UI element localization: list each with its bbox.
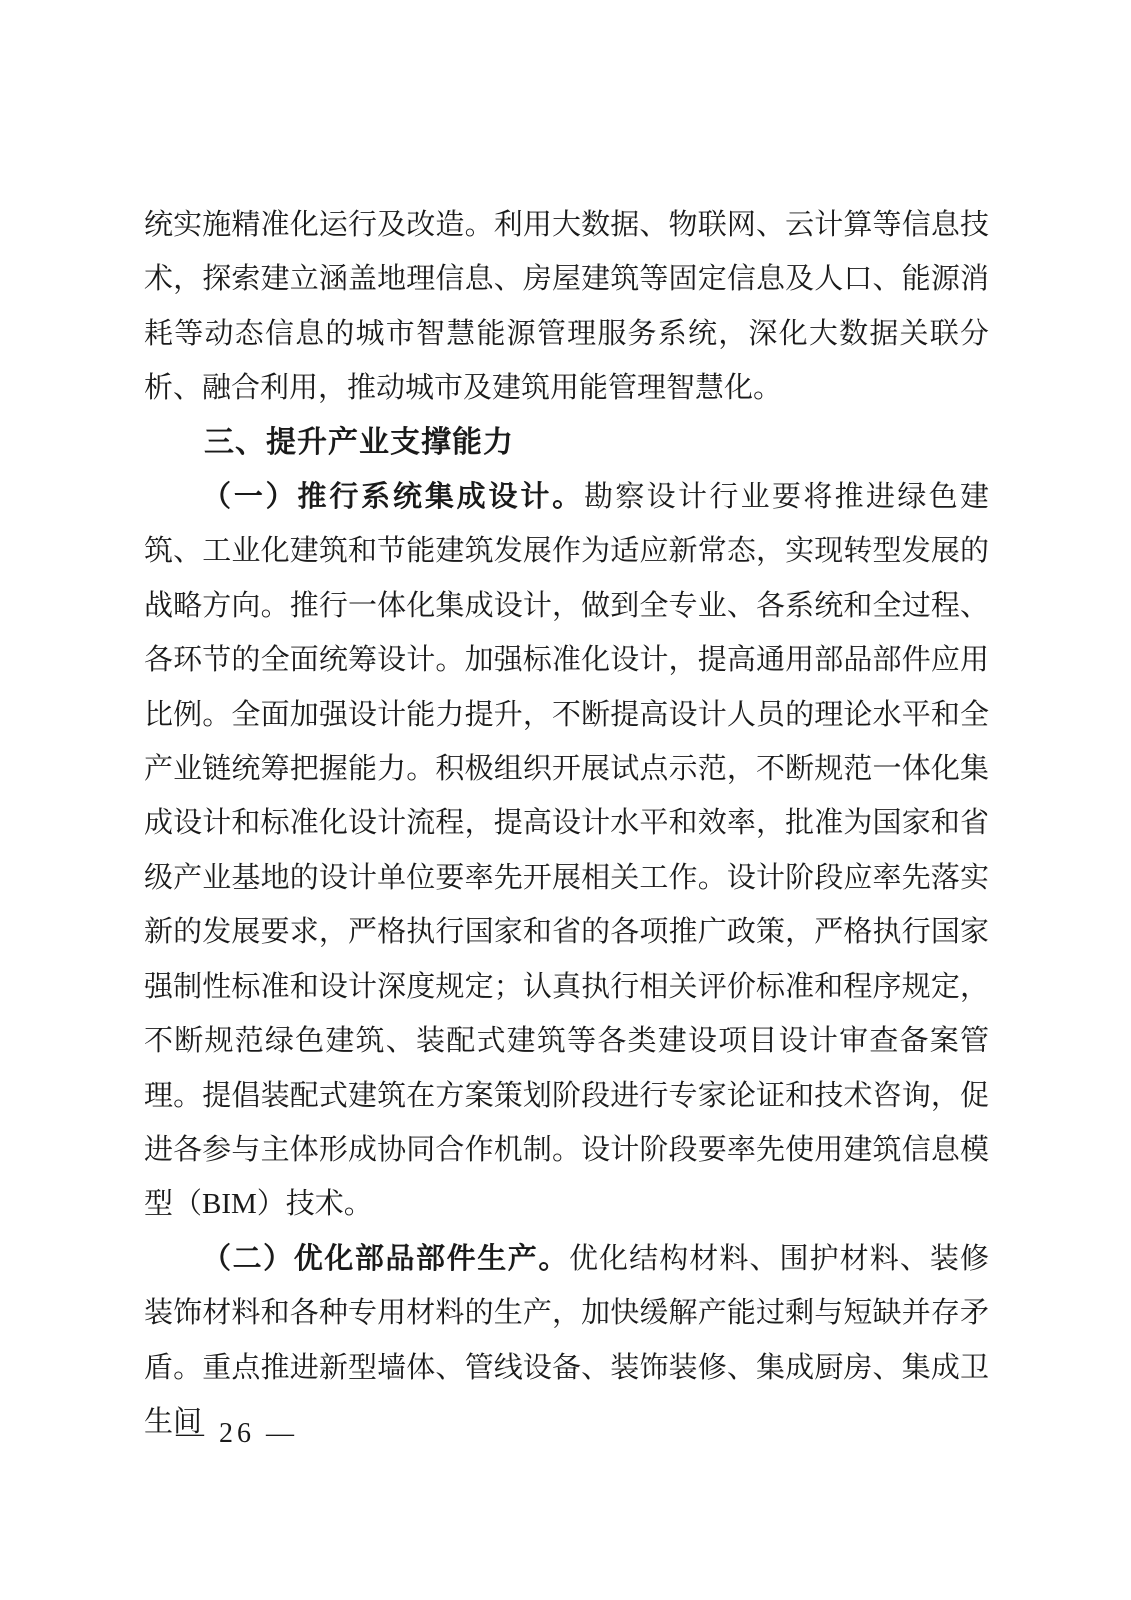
paragraph-one (144, 470, 989, 1232)
paragraph-two-lead: （二）优化部品部件生产。 (202, 1242, 569, 1275)
section-heading: 三、提升产业支撑能力 (204, 425, 514, 459)
paragraph-one-lead: （一）推行系统集成设计。 (202, 481, 584, 514)
paragraph-continuation: 统实施精准化运行及改造。利用大数据、物联网、云计算等信息技术，探索建立涵盖地理信息、房屋建筑等固定信息及人口、能源消耗等动态信息的城市智慧能源管理服务系统，深化大数据关联分析、融合利用，推动城市及建筑用能管理智慧化。 (144, 209, 989, 405)
document-body (144, 198, 989, 1449)
page-number: — 26 — (176, 1418, 298, 1449)
paragraph-two (144, 1232, 989, 1450)
paragraph-one-text: 勘察设计行业要将推进绿色建筑、工业化建筑和节能建筑发展作为适应新常态，实现转型发展的战略方向。推行一体化集成设计，做到全专业、各系统和全过程、各环节的全面统筹设计。加强标准化设计，提高通用部品部件应用比例。全面加强设计能力提升，不断提高设计人员的理论水平和全产业链统筹把握能力。积极组织开展试点示范，不断规范一体化集成设计和标准化设计流程，提高设计水平和效率，批准为国家和省级产业基地的设计单位要率先开展相关工作。设计阶段应率先落实新的发展要求，严格执行国家和省的各项推广政策，严格执行国家强制性标准和设计深度规定；认真执行相关评价标准和程序规定，不断规范绿色建筑、装配式建筑等各类建设项目设计审查备案管理。提倡装配式建筑在方案策划阶段进行专家论证和技术咨询，促进各参与主体形成协同合作机制。设计阶段要率先使用建筑信息模型（BIM）技术。 (144, 481, 989, 1221)
paragraph-two-text: 优化结构材料、围护材料、装修装饰材料和各种专用材料的生产，加快缓解产能过剩与短缺并存矛盾。重点推进新型墙体、管线设备、装饰装修、集成厨房、集成卫生间 (144, 1242, 989, 1438)
